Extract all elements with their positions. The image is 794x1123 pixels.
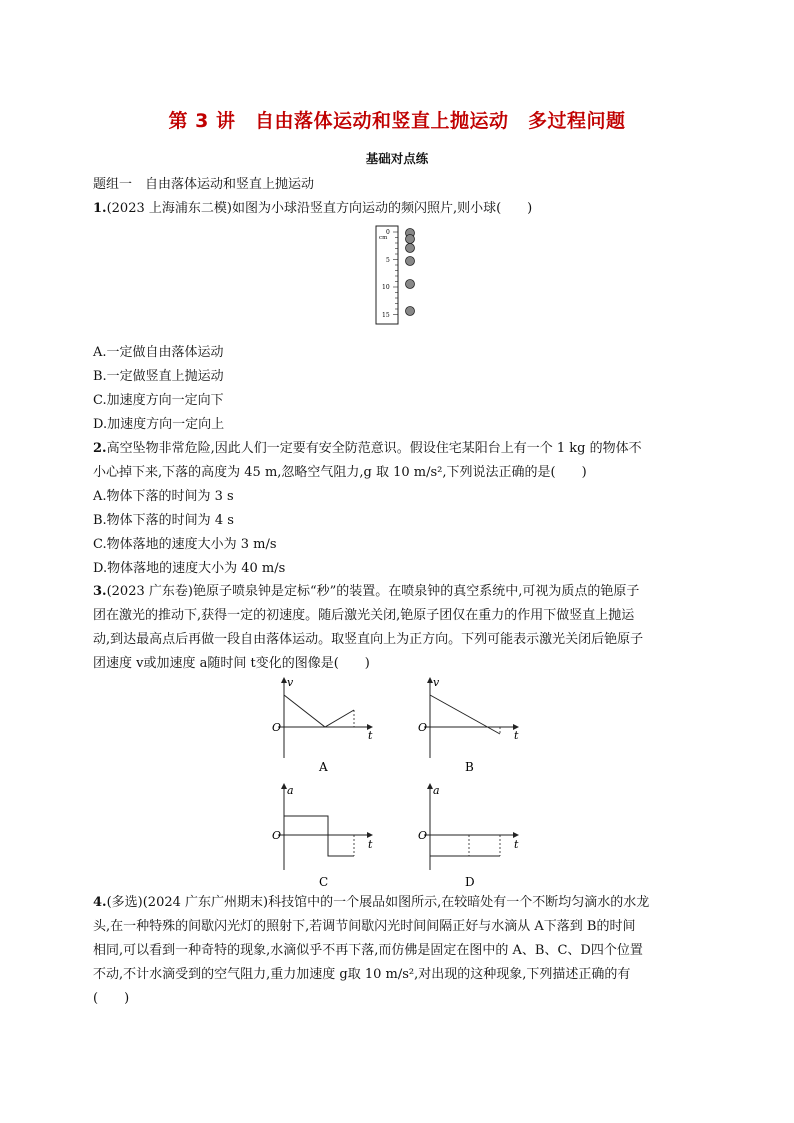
graph-a-caption: A [319,760,328,774]
graph-a-origin: O [272,721,282,734]
ruler-unit: cm [379,235,388,241]
question-3-line-2: 团在激光的推动下,获得一定的初速度。随后激光关闭,铯原子团仅在重力的作用下做竖直上抛运 [93,608,635,623]
group-heading: 题组一 自由落体运动和竖直上抛运动 [93,177,315,192]
graph-b-origin: O [418,721,428,734]
graph-a-x-label: t [368,729,373,742]
q2-option-a: A.物体下落的时间为 3 s [93,489,234,504]
graph-b [414,676,524,776]
ruler-tick-label-0: 0 [386,229,390,236]
graph-d-origin: O [418,829,428,842]
q1-option-c: C.加速度方向一定向下 [93,393,224,408]
question-2-text-1: 高空坠物非常危险,因此人们一定要有安全防范意识。假设住宅某阳台上有一个 1 kg 的物体不 [106,441,642,456]
graph-c [268,782,378,892]
ruler-tick-label-10: 10 [382,284,390,291]
ball-images [406,229,415,316]
graph-a-y-label: v [287,676,294,689]
graph-a [268,676,378,776]
graph-c-origin: O [272,829,282,842]
graph-d-caption: D [465,875,475,889]
graph-d [414,782,524,892]
question-1 [93,197,532,216]
question-3-number: 3. [93,584,107,599]
graph-c-curve [284,816,354,856]
graph-b-caption: B [465,760,474,774]
graph-b-curve [430,695,500,734]
q1-option-b: B.一定做竖直上抛运动 [93,369,224,384]
question-4-line-1 [93,891,649,910]
question-3-text-1: (2023 广东卷)铯原子喷泉钟是定标“秒”的装置。在喷泉钟的真空系统中,可视为质点的铯原子 [106,584,640,599]
question-3-line-1 [93,580,639,599]
graph-c-caption: C [319,875,329,889]
q2-option-c: C.物体落地的速度大小为 3 m/s [93,537,277,552]
graph-a-curve [284,695,354,727]
section-heading: 基础对点练 [365,151,429,166]
question-4-line-4: 不动,不计水滴受到的空气阻力,重力加速度 g取 10 m/s²,对出现的这种现象,下列描述正确的有 [93,967,631,982]
q2-option-d: D.物体落地的速度大小为 40 m/s [93,561,286,576]
graph-c-y-label: a [287,784,294,797]
question-3-line-4: 团速度 v或加速度 a随时间 t变化的图像是( ) [93,656,370,671]
graph-d-y-label: a [433,784,440,797]
question-3-line-3: 动,到达最高点后再做一段自由落体运动。取竖直向上为正方向。下列可能表示激光关闭后铯原子 [93,632,644,647]
question-2-number: 2. [93,441,107,456]
question-4-number: 4. [93,895,107,910]
ruler-tick-label-15: 15 [382,312,390,319]
strobe-photo-figure [370,224,430,328]
question-1-text: (2023 上海浦东二模)如图为小球沿竖直方向运动的频闪照片,则小球( ) [106,201,533,216]
graph-b-y-label: v [433,676,440,689]
question-4-line-3: 相同,可以看到一种奇特的现象,水滴似乎不再下落,而仿佛是固定在图中的 A、B、C、D四个位置 [93,943,643,958]
q2-option-b: B.物体下落的时间为 4 s [93,513,234,528]
q1-option-d: D.加速度方向一定向上 [93,417,225,432]
page-title: 第 3 讲 自由落体运动和竖直上抛运动 多过程问题 [168,110,626,132]
ruler-tick-label-5: 5 [386,257,390,264]
question-4-text-1: (多选)(2024 广东广州期末)科技馆中的一个展品如图所示,在较暗处有一个不断均匀滴水的水龙 [106,895,650,910]
question-4-line-5: ( ) [93,991,130,1006]
graph-b-x-label: t [514,729,519,742]
graph-c-x-label: t [368,838,373,851]
question-1-number: 1. [93,201,107,216]
graph-d-x-label: t [514,838,519,851]
q1-option-a: A.一定做自由落体运动 [93,345,224,360]
question-4-line-2: 头,在一种特殊的间歇闪光灯的照射下,若调节间歇闪光时间间隔正好与水滴从 A下落到 B的时间 [93,919,636,934]
question-2-line-2: 小心掉下来,下落的高度为 45 m,忽略空气阻力,g 取 10 m/s²,下列说法正确的是( ) [93,465,587,480]
question-2-line-1 [93,437,642,456]
